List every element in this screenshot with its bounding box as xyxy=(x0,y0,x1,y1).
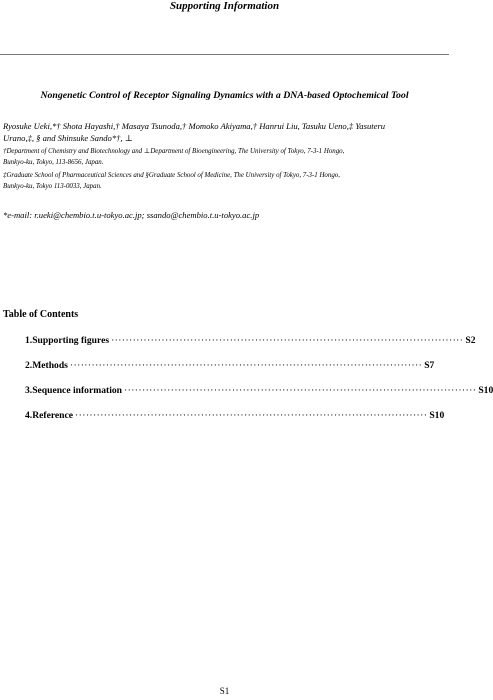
toc-item-methods[interactable] xyxy=(25,359,435,372)
affiliation-1-line-1: †Department of Chemistry and Biotechnology and ⊥Department of Bioengineering, The University of Tokyo, 7-3-1 Hongo, xyxy=(3,148,345,155)
toc-item-page: S7 xyxy=(424,360,435,371)
toc-item-page: S10 xyxy=(429,410,445,421)
toc-item-page: S2 xyxy=(465,335,476,346)
author-line-1: Ryosuke Ueki,*† Shota Hayashi,† Masaya Tsunoda,† Momoko Akiyama,† Hanrui Liu, Tasuku Ueno,‡ Yasuteru xyxy=(3,121,386,131)
author-line-2: Urano,‡, § and Shinsuke Sando*†, ⊥ xyxy=(3,133,133,143)
toc-heading: Table of Contents xyxy=(3,309,79,320)
toc-leader-dots: ·································································································· xyxy=(124,385,477,396)
paper-title: Nongenetic Control of Receptor Signaling Dynamics with a DNA-based Optochemical Tool xyxy=(40,90,409,101)
toc-item-number: 1. xyxy=(25,335,33,346)
toc-item-sequence-information[interactable] xyxy=(25,384,493,397)
toc-item-page: S10 xyxy=(478,385,493,396)
toc-item-number: 2. xyxy=(25,360,33,371)
toc-leader-dots: ·································································································· xyxy=(69,360,423,371)
affiliation-1-line-2: Bunkyo-ku, Tokyo, 113-8656, Japan. xyxy=(3,158,104,166)
top-rule xyxy=(0,54,449,55)
toc-leader-dots: ·································································································· xyxy=(111,335,464,346)
toc-leader-dots: ·································································································· xyxy=(75,410,428,421)
toc-item-reference[interactable] xyxy=(25,409,445,422)
toc-item-number: 4. xyxy=(25,410,33,421)
author-list xyxy=(3,120,443,144)
page-number: S1 xyxy=(219,686,230,696)
toc-item-label: Supporting figures xyxy=(32,335,110,346)
affiliation-2-line-2: Bunkyo-ku, Tokyo 113-0033, Japan. xyxy=(3,182,102,190)
affiliation-2 xyxy=(3,171,443,192)
supporting-information-header: Supporting Information xyxy=(169,0,280,12)
toc-item-label: Methods xyxy=(32,360,68,371)
toc-item-number: 3. xyxy=(25,385,33,396)
contact-email: *e-mail: r.ueki@chembio.t.u-tokyo.ac.jp; ssando@chembio.t.u-tokyo.ac.jp xyxy=(3,210,260,220)
affiliation-1 xyxy=(3,147,443,168)
toc-item-label: Sequence information xyxy=(32,385,123,396)
affiliation-2-line-1: ‡Graduate School of Pharmaceutical Sciences and §Graduate School of Medicine, The University of Tokyo, 7-3-1 Hongo, xyxy=(3,172,340,179)
toc-item-supporting-figures[interactable] xyxy=(25,334,476,347)
toc-item-label: Reference xyxy=(32,410,74,421)
